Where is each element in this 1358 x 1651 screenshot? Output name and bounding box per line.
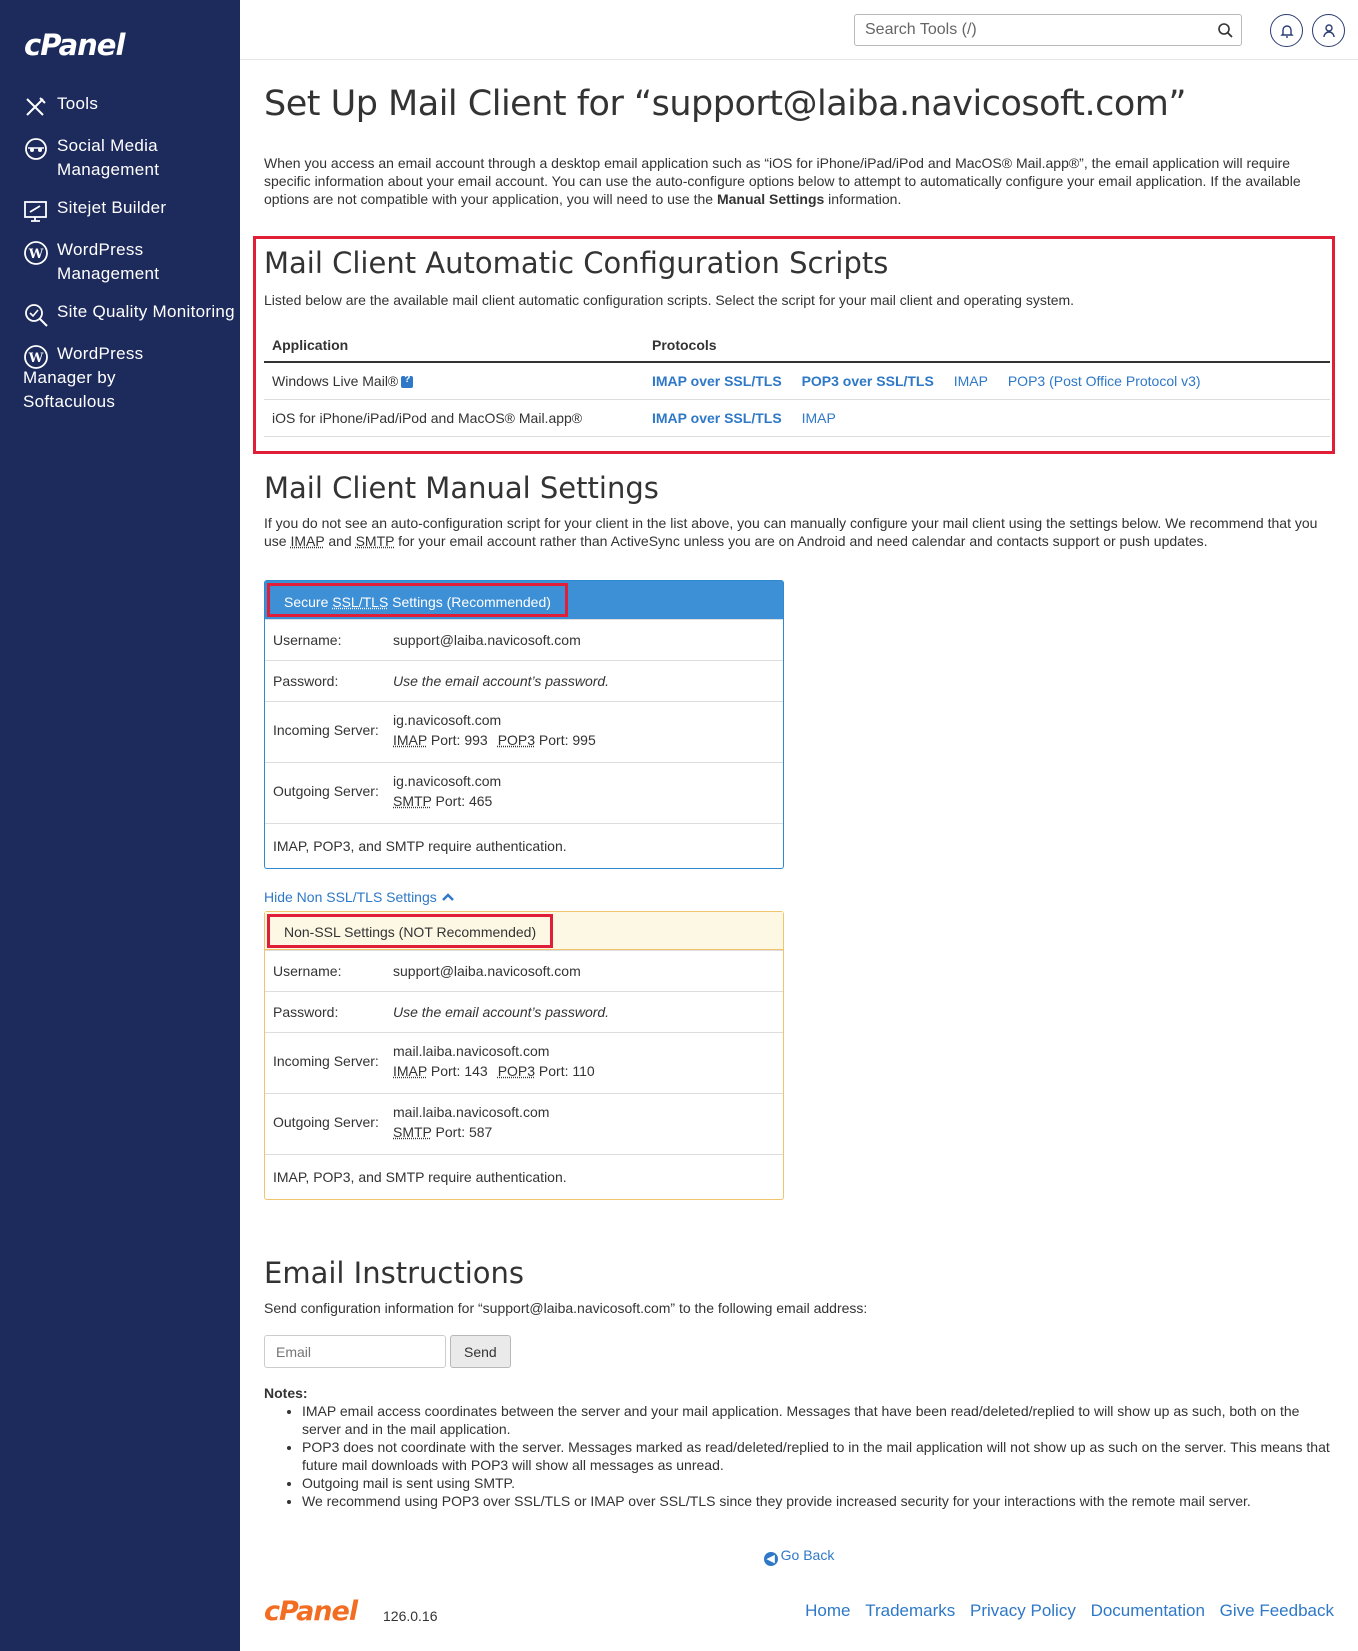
list-item: • IMAP email access coordinates between the server and your mail application. Messages that have been read/deleted/replied to will show up as such, both on the server and in the mail application. <box>302 1402 1334 1438</box>
user-menu-button[interactable] <box>1312 14 1345 47</box>
auto-config-heading: Mail Client Automatic Configuration Scripts <box>264 246 889 280</box>
sidebar-item-label: Social Media Management <box>57 136 160 179</box>
site-quality-icon <box>23 302 49 328</box>
panel-title-text: Secure <box>284 594 333 610</box>
sidebar-item-wordpress-manager[interactable] <box>0 342 240 414</box>
row-label: Password: <box>273 1004 339 1020</box>
footer-link-home[interactable]: Home <box>805 1601 851 1620</box>
svg-text:W: W <box>28 351 44 366</box>
notifications-button[interactable] <box>1270 14 1303 47</box>
footer-links <box>795 1601 1334 1621</box>
protocol-link[interactable]: IMAP <box>953 373 988 389</box>
protocol-link[interactable]: IMAP <box>801 410 836 426</box>
notes <box>264 1384 1334 1510</box>
email-instructions-heading: Email Instructions <box>264 1256 524 1290</box>
footer-link-trademarks[interactable]: Trademarks <box>865 1601 956 1620</box>
list-item: • We recommend using POP3 over SSL/TLS or IMAP over SSL/TLS since they provide increased security for your interactions with the remote mail server. <box>302 1492 1334 1510</box>
panel-header <box>265 581 783 619</box>
settings-row-auth-note <box>265 823 783 868</box>
footer-cpanel-logo[interactable]: cPanel <box>264 1596 358 1627</box>
go-back-row <box>264 1547 1334 1566</box>
table-row <box>264 400 1330 437</box>
settings-row-incoming <box>265 701 783 762</box>
column-header-protocols: Protocols <box>644 337 1330 362</box>
auth-note: IMAP, POP3, and SMTP require authentication. <box>273 838 567 854</box>
manual-settings-heading: Mail Client Manual Settings <box>264 471 659 505</box>
password-text: Use the email account’s password. <box>393 673 610 689</box>
protocol-link[interactable]: POP3 (Post Office Protocol v3) <box>1007 373 1201 389</box>
protocol-link[interactable]: IMAP over SSL/TLS <box>652 373 782 389</box>
cpanel-logo[interactable]: cPanel <box>24 28 125 62</box>
password-text: Use the email account’s password. <box>393 1004 610 1020</box>
manual-settings-description <box>264 514 1334 550</box>
panel-title: Non-SSL Settings (NOT Recommended) <box>267 914 553 948</box>
pop3-port: Port: 110 <box>535 1063 595 1079</box>
send-button[interactable]: Send <box>450 1335 511 1368</box>
panel-title <box>267 583 568 617</box>
settings-row-incoming <box>265 1032 783 1093</box>
row-label: Outgoing Server: <box>273 783 379 799</box>
manual-settings-section <box>264 470 1334 1200</box>
imap-abbr: IMAP <box>393 1063 427 1079</box>
outgoing-value <box>393 771 775 811</box>
search-icon[interactable] <box>1217 22 1233 38</box>
settings-row-outgoing <box>265 762 783 823</box>
password-value <box>393 1002 775 1022</box>
column-header-application: Application <box>264 337 644 362</box>
intro-text-end: information. <box>824 191 902 207</box>
search-input[interactable] <box>863 15 1203 45</box>
smtp-abbr: SMTP <box>393 1124 432 1140</box>
secure-settings-panel <box>264 580 784 869</box>
auth-note: IMAP, POP3, and SMTP require authentication. <box>273 1169 567 1185</box>
outgoing-value <box>393 1102 775 1142</box>
settings-row-password <box>265 991 783 1032</box>
pop3-abbr: POP3 <box>497 1063 536 1079</box>
application-name: Windows Live Mail® <box>272 373 399 389</box>
go-back-link[interactable] <box>764 1547 835 1563</box>
incoming-host: ig.navicosoft.com <box>393 712 502 728</box>
top-bar <box>240 0 1358 60</box>
wordpress-icon <box>23 344 49 370</box>
sidebar-item-label: WordPress Management <box>57 240 160 283</box>
row-label: Outgoing Server: <box>273 1114 379 1130</box>
protocol-link[interactable]: POP3 over SSL/TLS <box>801 373 934 389</box>
application-cell <box>264 362 644 400</box>
tools-icon <box>23 94 49 120</box>
sidebar-item-social-media[interactable] <box>0 134 240 182</box>
hide-non-ssl-toggle[interactable] <box>264 889 1334 905</box>
notes-list <box>264 1402 1334 1510</box>
sidebar-nav <box>0 92 240 428</box>
incoming-host: mail.laiba.navicosoft.com <box>393 1043 550 1059</box>
protocols-cell <box>644 362 1330 400</box>
password-value <box>393 671 775 691</box>
manual-desc-text: for your email account rather than ActiveSync unless you are on Android and need calendar and contacts support or push updates. <box>394 533 1208 549</box>
protocols-cell <box>644 400 1330 437</box>
non-ssl-settings-panel <box>264 911 784 1200</box>
footer-link-privacy-policy[interactable]: Privacy Policy <box>970 1601 1076 1620</box>
auto-config-description: Listed below are the available mail client automatic configuration scripts. Select the script for your mail client and operating system. <box>264 292 1075 308</box>
help-icon[interactable] <box>401 376 413 388</box>
user-icon <box>1321 23 1337 39</box>
incoming-value <box>393 710 775 750</box>
auto-config-section <box>264 245 1334 437</box>
outgoing-host: mail.laiba.navicosoft.com <box>393 1104 550 1120</box>
email-instructions-section <box>264 1255 1334 1510</box>
pop3-port: Port: 995 <box>535 732 596 748</box>
settings-row-auth-note <box>265 1154 783 1199</box>
row-label: Username: <box>273 963 342 979</box>
smtp-abbr: SMTP <box>393 793 432 809</box>
smtp-port: Port: 465 <box>431 793 493 809</box>
row-label: Password: <box>273 673 339 689</box>
username-value: support@laiba.navicosoft.com <box>393 963 581 979</box>
manual-desc-text: If you do not see an auto-configuration script for your client in the list above, you can manually configure your mail client using the settings below. We recommend that you use <box>264 515 1318 549</box>
outgoing-host: ig.navicosoft.com <box>393 773 502 789</box>
sidebar-item-sitejet[interactable] <box>0 196 240 224</box>
main-content <box>264 60 1334 1627</box>
settings-row-password <box>265 660 783 701</box>
svg-text:W: W <box>28 247 44 262</box>
sidebar-item-site-quality[interactable] <box>0 300 240 328</box>
smtp-abbr: SMTP <box>355 533 395 549</box>
ssl-tls-abbr: SSL/TLS <box>332 594 389 610</box>
settings-row-outgoing <box>265 1093 783 1154</box>
sitejet-icon <box>23 198 49 224</box>
imap-port: Port: 143 <box>426 1063 488 1079</box>
chevron-up-icon <box>441 892 455 902</box>
page-intro <box>264 154 1334 208</box>
page-title: Set Up Mail Client for “support@laiba.navicosoft.com” <box>264 84 1186 124</box>
social-media-icon <box>23 136 49 162</box>
go-back-label: Go Back <box>780 1547 835 1563</box>
application-name: iOS for iPhone/iPad/iPod and MacOS® Mail.app® <box>264 400 644 437</box>
incoming-value <box>393 1041 775 1081</box>
username-value: support@laiba.navicosoft.com <box>393 632 581 648</box>
sidebar-item-wordpress-management[interactable] <box>0 238 240 286</box>
email-send-form <box>264 1335 1334 1368</box>
sidebar-item-label: Sitejet Builder <box>57 198 167 217</box>
email-instructions-description: Send configuration information for “support@laiba.navicosoft.com” to the following email address: <box>264 1300 868 1316</box>
panel-header <box>265 912 783 950</box>
email-input[interactable] <box>264 1335 446 1368</box>
table-row <box>264 362 1330 400</box>
notes-label: Notes: <box>264 1385 308 1401</box>
intro-bold: Manual Settings <box>716 191 825 207</box>
wordpress-icon <box>23 240 49 266</box>
settings-row-username <box>265 619 783 660</box>
intro-text: When you access an email account through a desktop email application such as “iOS for iPhone/iPad/iPod and MacOS® Mail.app®”, the email application will require specific information about your email account. You can use the auto-configure options below to attempt to automatically configure your email application. If the available options are not compatible with your application, you will need to use the <box>264 155 1301 207</box>
search-box[interactable] <box>854 14 1242 46</box>
pop3-abbr: POP3 <box>497 732 536 748</box>
footer-link-give-feedback[interactable]: Give Feedback <box>1219 1601 1334 1620</box>
imap-abbr: IMAP <box>393 732 427 748</box>
auto-config-table <box>264 337 1330 437</box>
sidebar-item-tools[interactable] <box>0 92 240 120</box>
arrow-left-icon: ◀ <box>764 1552 778 1566</box>
footer-link-documentation[interactable]: Documentation <box>1090 1601 1205 1620</box>
protocol-link[interactable]: IMAP over SSL/TLS <box>652 410 782 426</box>
settings-row-username <box>265 950 783 991</box>
version-number: 126.0.16 <box>383 1608 438 1624</box>
smtp-port: Port: 587 <box>431 1124 493 1140</box>
row-label: Username: <box>273 632 342 648</box>
list-item: • Outgoing mail is sent using SMTP. <box>302 1474 1334 1492</box>
sidebar-item-label: Site Quality Monitoring <box>57 302 235 321</box>
sidebar-item-label: WordPress Manager by Softaculous <box>23 344 144 411</box>
list-item: • POP3 does not coordinate with the server. Messages marked as read/deleted/replied to in the mail application will not show up as such on the server. This means that future mail downloads with POP3 will show all messages as unread. <box>302 1438 1334 1474</box>
panel-title-text: Settings (Recommended) <box>388 594 551 610</box>
sidebar <box>0 0 240 1651</box>
imap-port: Port: 993 <box>426 732 488 748</box>
row-label: Incoming Server: <box>273 1053 379 1069</box>
sidebar-item-label: Tools <box>57 94 99 113</box>
toggle-label: Hide Non SSL/TLS Settings <box>264 889 437 905</box>
row-label: Incoming Server: <box>273 722 379 738</box>
bell-icon <box>1279 23 1295 39</box>
manual-desc-text: and <box>324 533 356 549</box>
imap-abbr: IMAP <box>290 533 325 549</box>
